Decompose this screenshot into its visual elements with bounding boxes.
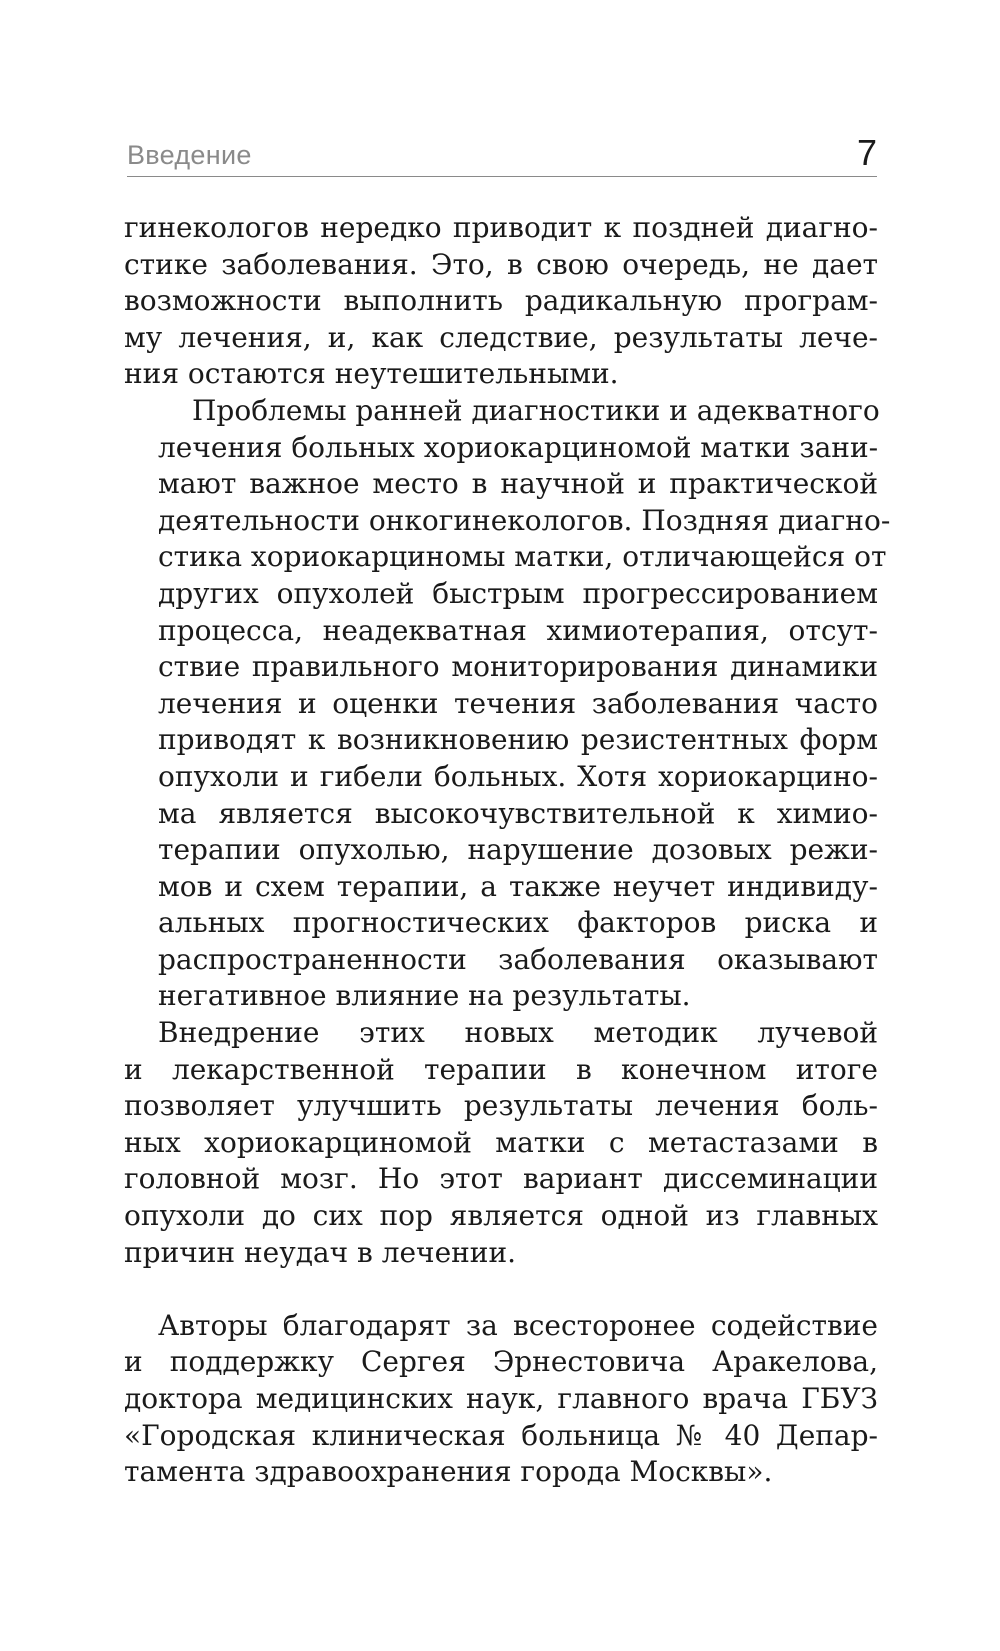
text-line: деятельности онкогинекологов. Поздняя диагно- — [158, 503, 891, 537]
paragraph-problems — [124, 393, 891, 1015]
text-line: альных прогностических факторов риска и — [158, 906, 878, 940]
text-line: и поддержку Сергея Эрнестовича Аракелова, — [124, 1345, 878, 1379]
text-line: позволяет улучшить результаты лечения боль- — [124, 1089, 878, 1123]
paragraph-continuation — [124, 210, 878, 393]
text-line: мают важное место в научной и практической — [158, 467, 878, 501]
text-line: лечения больных хориокарциномой матки зани- — [158, 430, 879, 464]
text-line: процесса, неадекватная химиотерапия, отсут- — [158, 613, 878, 647]
text-line: «Городская клиническая больница № 40 Депар- — [124, 1418, 878, 1452]
section-title: Введение — [127, 140, 252, 170]
text-line: Проблемы ранней диагностики и адекватного — [192, 393, 880, 427]
text-line: му лечения, и, как следствие, результаты лече- — [124, 320, 878, 354]
text-line: Авторы благодарят за всесторонее содействие — [158, 1308, 878, 1342]
text-line: ма является высокочувствительной к химио- — [158, 796, 878, 830]
paragraph-new-methods — [124, 1015, 878, 1271]
text-line: лечения и оценки течения заболевания часто — [158, 686, 878, 720]
text-line: ния остаются неутешительными. — [124, 357, 619, 391]
text-line: стика хориокарциномы матки, отличающейся от — [158, 540, 887, 574]
text-line: причин неудач в лечении. — [124, 1235, 517, 1269]
text-line: опухоли до сих пор является одной из главных — [124, 1199, 878, 1233]
paragraph-acknowledgements — [124, 1308, 878, 1491]
text-line: тамента здравоохранения города Москвы». — [124, 1455, 773, 1489]
text-line: опухоли и гибели больных. Хотя хориокарцино- — [158, 759, 878, 793]
text-line: головной мозг. Но этот вариант диссеминации — [124, 1162, 878, 1196]
text-line: ных хориокарциномой матки с метастазами в — [124, 1125, 878, 1159]
text-line: стике заболевания. Это, в свою очередь, не дает — [124, 247, 878, 281]
text-line: возможности выполнить радикальную програм- — [124, 284, 878, 318]
page-number: 7 — [856, 132, 877, 173]
text-line: мов и схем терапии, а также неучет индивиду- — [158, 869, 878, 903]
text-line: терапии опухолью, нарушение дозовых режи- — [158, 833, 878, 867]
text-line: Внедрение этих новых методик лучевой — [158, 1016, 878, 1050]
text-line: других опухолей быстрым прогрессированием — [158, 576, 878, 610]
text-line: негативное влияние на результаты. — [158, 979, 691, 1013]
text-line: ствие правильного мониторирования динамики — [158, 650, 878, 684]
body-text — [124, 210, 891, 1491]
text-line: доктора медицинских наук, главного врача ГБУЗ — [124, 1382, 878, 1415]
text-line: гинекологов нередко приводит к поздней диагно- — [124, 211, 878, 244]
text-line: распространенности заболевания оказывают — [158, 942, 878, 976]
text-line: приводят к возникновению резистентных форм — [158, 723, 878, 757]
text-line: и лекарственной терапии в конечном итоге — [124, 1052, 878, 1086]
running-header — [127, 134, 877, 177]
